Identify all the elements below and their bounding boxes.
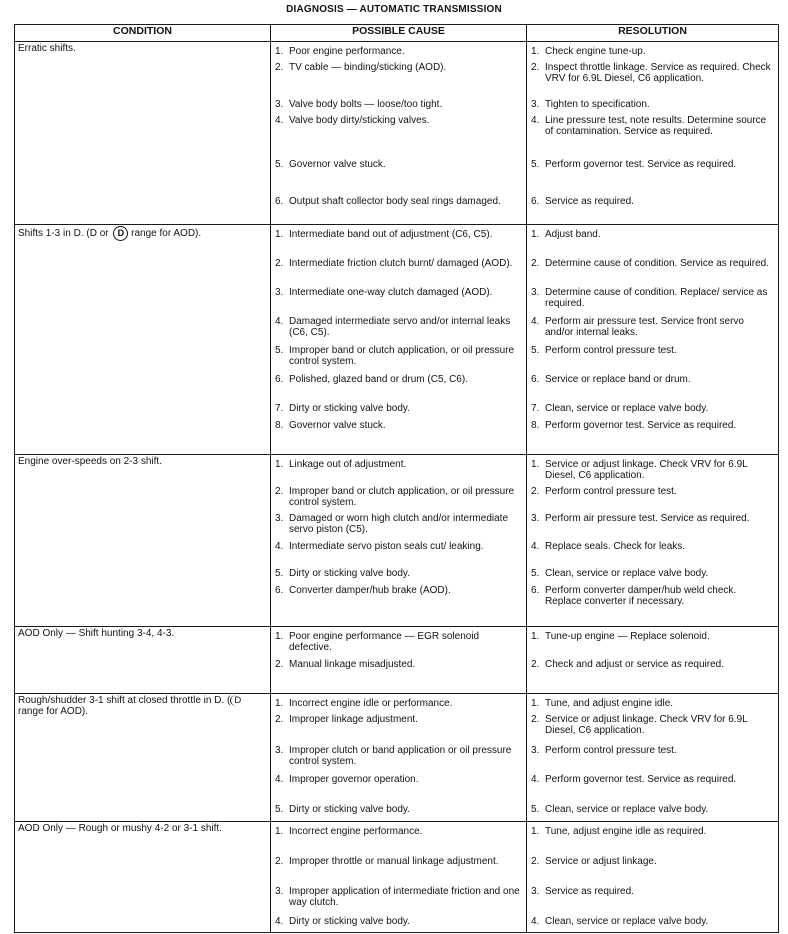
item-text: Check engine tune-up. bbox=[545, 46, 646, 57]
table-row bbox=[15, 694, 779, 822]
item-number: 6. bbox=[531, 374, 540, 385]
possible-cause-list bbox=[274, 43, 523, 222]
item-number: 2. bbox=[275, 714, 284, 725]
item-text: Damaged intermediate servo and/or internal leaks (C6, C5). bbox=[289, 316, 511, 338]
possible-cause-item bbox=[274, 459, 523, 486]
possible-cause-cell bbox=[271, 225, 527, 455]
item-number: 3. bbox=[531, 513, 540, 524]
item-number: 3. bbox=[531, 287, 540, 298]
header-condition: CONDITION bbox=[15, 25, 271, 42]
item-text: Perform control pressure test. bbox=[545, 345, 677, 356]
resolution-item bbox=[530, 196, 775, 222]
resolution-list bbox=[530, 823, 775, 930]
item-number: 1. bbox=[531, 459, 540, 470]
item-number: 6. bbox=[275, 585, 284, 596]
resolution-cell bbox=[527, 822, 779, 933]
table-body bbox=[15, 42, 779, 933]
item-number: 5. bbox=[275, 804, 284, 815]
resolution-item bbox=[530, 541, 775, 568]
item-number: 2. bbox=[275, 659, 284, 670]
item-text: Improper application of intermediate friction and one way clutch. bbox=[289, 886, 520, 908]
possible-cause-item bbox=[274, 585, 523, 624]
item-number: 2. bbox=[531, 714, 540, 725]
item-text: Perform converter damper/hub weld check. Replace converter if necessary. bbox=[545, 585, 737, 607]
resolution-item bbox=[530, 99, 775, 115]
resolution-cell bbox=[527, 627, 779, 694]
item-number: 3. bbox=[275, 745, 284, 756]
item-number: 7. bbox=[275, 403, 284, 414]
resolution-item bbox=[530, 659, 775, 691]
item-number: 3. bbox=[275, 287, 284, 298]
possible-cause-list bbox=[274, 226, 523, 452]
diagnosis-table bbox=[14, 24, 779, 933]
item-text: Service or adjust linkage. Check VRV for 6.9L Diesel, C6 application. bbox=[545, 714, 748, 736]
item-number: 1. bbox=[275, 698, 284, 709]
item-text: Poor engine performance — EGR solenoid defective. bbox=[289, 631, 480, 653]
item-number: 4. bbox=[531, 115, 540, 126]
table-row bbox=[15, 627, 779, 694]
item-number: 5. bbox=[531, 345, 540, 356]
resolution-list bbox=[530, 695, 775, 819]
resolution-list bbox=[530, 628, 775, 691]
condition-text: Rough/shudder 3-1 shift at closed throttle in D. ( bbox=[18, 695, 231, 706]
item-number: 4. bbox=[531, 541, 540, 552]
item-number: 1. bbox=[275, 229, 284, 240]
possible-cause-item bbox=[274, 403, 523, 420]
possible-cause-item bbox=[274, 774, 523, 804]
item-text: Determine cause of condition. Replace/ service as required. bbox=[545, 287, 768, 309]
item-text: Perform governor test. Service as required. bbox=[545, 420, 737, 431]
item-text: Improper band or clutch application, or oil pressure control system. bbox=[289, 486, 515, 508]
table-row bbox=[15, 455, 779, 627]
possible-cause-list bbox=[274, 823, 523, 930]
resolution-item bbox=[530, 459, 775, 486]
item-number: 1. bbox=[531, 46, 540, 57]
item-number: 6. bbox=[531, 585, 540, 596]
drive-range-symbol: D bbox=[230, 695, 244, 706]
header-possible-cause: POSSIBLE CAUSE bbox=[271, 25, 527, 42]
possible-cause-cell bbox=[271, 822, 527, 933]
resolution-cell bbox=[527, 694, 779, 822]
item-number: 1. bbox=[531, 826, 540, 837]
possible-cause-list bbox=[274, 695, 523, 819]
possible-cause-item bbox=[274, 513, 523, 541]
possible-cause-item bbox=[274, 196, 523, 222]
item-text: Incorrect engine idle or performance. bbox=[289, 698, 453, 709]
resolution-cell bbox=[527, 225, 779, 455]
item-text: Clean, service or replace valve body. bbox=[545, 403, 709, 414]
item-text: Check and adjust or service as required. bbox=[545, 659, 724, 670]
resolution-item bbox=[530, 714, 775, 745]
item-number: 1. bbox=[275, 631, 284, 642]
possible-cause-item bbox=[274, 856, 523, 886]
item-number: 6. bbox=[275, 374, 284, 385]
resolution-item bbox=[530, 631, 775, 659]
item-number: 3. bbox=[531, 99, 540, 110]
condition-text: Shifts 1-3 in D. (D or bbox=[18, 228, 112, 240]
resolution-item bbox=[530, 804, 775, 819]
possible-cause-item bbox=[274, 745, 523, 774]
item-text: Valve body bolts — loose/too tight. bbox=[289, 99, 443, 110]
resolution-item bbox=[530, 316, 775, 345]
possible-cause-list bbox=[274, 456, 523, 624]
item-text: Improper band or clutch application, or oil pressure control system. bbox=[289, 345, 515, 367]
possible-cause-item bbox=[274, 568, 523, 585]
item-number: 3. bbox=[275, 513, 284, 524]
resolution-item bbox=[530, 229, 775, 258]
item-number: 1. bbox=[275, 826, 284, 837]
item-text: Improper clutch or band application or oil pressure control system. bbox=[289, 745, 512, 767]
item-number: 3. bbox=[275, 99, 284, 110]
condition-text-continued: range for AOD). bbox=[18, 706, 89, 717]
item-text: Dirty or sticking valve body. bbox=[289, 804, 410, 815]
item-text: Tune-up engine — Replace solenoid. bbox=[545, 631, 710, 642]
item-text: Tune, and adjust engine idle. bbox=[545, 698, 674, 709]
item-number: 8. bbox=[531, 420, 540, 431]
item-number: 4. bbox=[275, 115, 284, 126]
possible-cause-cell bbox=[271, 42, 527, 225]
item-text: Clean, service or replace valve body. bbox=[545, 804, 709, 815]
item-text: Governor valve stuck. bbox=[289, 420, 386, 431]
condition-cell: Engine over-speeds on 2-3 shift. bbox=[15, 455, 271, 627]
item-number: 5. bbox=[531, 804, 540, 815]
item-number: 3. bbox=[275, 886, 284, 897]
resolution-item bbox=[530, 486, 775, 513]
item-number: 5. bbox=[275, 345, 284, 356]
item-text: Replace seals. Check for leaks. bbox=[545, 541, 686, 552]
item-number: 4. bbox=[531, 774, 540, 785]
resolution-item bbox=[530, 159, 775, 196]
item-text: Damaged or worn high clutch and/or intermediate servo piston (C5). bbox=[289, 513, 509, 535]
possible-cause-item bbox=[274, 420, 523, 452]
item-number: 5. bbox=[531, 568, 540, 579]
item-text: Clean, service or replace valve body. bbox=[545, 916, 709, 927]
item-text: Intermediate one-way clutch damaged (AOD). bbox=[289, 287, 493, 298]
item-number: 1. bbox=[531, 631, 540, 642]
resolution-item bbox=[530, 115, 775, 159]
item-number: 6. bbox=[275, 196, 284, 207]
possible-cause-item bbox=[274, 287, 523, 316]
item-number: 2. bbox=[531, 258, 540, 269]
possible-cause-item bbox=[274, 916, 523, 930]
resolution-item bbox=[530, 774, 775, 804]
resolution-list bbox=[530, 456, 775, 624]
item-text: Perform air pressure test. Service front servo and/or internal leaks. bbox=[545, 316, 744, 338]
item-number: 2. bbox=[531, 856, 540, 867]
possible-cause-item bbox=[274, 316, 523, 345]
item-text: Service or adjust linkage. bbox=[545, 856, 657, 867]
resolution-list bbox=[530, 226, 775, 452]
resolution-item bbox=[530, 698, 775, 714]
condition-cell: Erratic shifts. bbox=[15, 42, 271, 225]
possible-cause-item bbox=[274, 159, 523, 196]
resolution-item bbox=[530, 568, 775, 585]
resolution-item bbox=[530, 403, 775, 420]
item-text: Line pressure test, note results. Determine source of contamination. Service as required. bbox=[545, 115, 767, 137]
item-number: 3. bbox=[531, 886, 540, 897]
resolution-item bbox=[530, 856, 775, 886]
header-resolution: RESOLUTION bbox=[527, 25, 779, 42]
possible-cause-item bbox=[274, 804, 523, 819]
table-row bbox=[15, 225, 779, 455]
possible-cause-item bbox=[274, 115, 523, 159]
item-text: Incorrect engine performance. bbox=[289, 826, 423, 837]
resolution-list bbox=[530, 43, 775, 222]
item-text: Polished, glazed band or drum (C5, C6). bbox=[289, 374, 468, 385]
item-text: Perform control pressure test. bbox=[545, 745, 677, 756]
possible-cause-item bbox=[274, 886, 523, 916]
drive-range-symbol: D bbox=[113, 226, 128, 241]
possible-cause-item bbox=[274, 714, 523, 745]
possible-cause-item bbox=[274, 229, 523, 258]
item-number: 2. bbox=[275, 62, 284, 73]
item-number: 8. bbox=[275, 420, 284, 431]
resolution-item bbox=[530, 287, 775, 316]
item-number: 2. bbox=[531, 486, 540, 497]
condition-text-continued: range for AOD). bbox=[128, 228, 202, 240]
item-text: Tighten to specification. bbox=[545, 99, 650, 110]
resolution-item bbox=[530, 826, 775, 856]
item-text: Dirty or sticking valve body. bbox=[289, 916, 410, 927]
item-text: Converter damper/hub brake (AOD). bbox=[289, 585, 451, 596]
item-number: 1. bbox=[275, 459, 284, 470]
resolution-item bbox=[530, 46, 775, 62]
item-number: 2. bbox=[275, 856, 284, 867]
header-row bbox=[15, 25, 779, 42]
resolution-item bbox=[530, 374, 775, 403]
possible-cause-item bbox=[274, 698, 523, 714]
item-number: 4. bbox=[275, 774, 284, 785]
item-text: Dirty or sticking valve body. bbox=[289, 403, 410, 414]
possible-cause-cell bbox=[271, 694, 527, 822]
item-number: 4. bbox=[275, 916, 284, 927]
item-text: Perform governor test. Service as required. bbox=[545, 774, 737, 785]
possible-cause-item bbox=[274, 46, 523, 62]
item-number: 2. bbox=[531, 659, 540, 670]
possible-cause-cell bbox=[271, 455, 527, 627]
item-number: 5. bbox=[275, 159, 284, 170]
resolution-item bbox=[530, 345, 775, 374]
item-number: 5. bbox=[275, 568, 284, 579]
table-row bbox=[15, 42, 779, 225]
item-text: Governor valve stuck. bbox=[289, 159, 386, 170]
item-number: 5. bbox=[531, 159, 540, 170]
item-text: Perform air pressure test. Service as required. bbox=[545, 513, 750, 524]
item-text: TV cable — binding/sticking (AOD). bbox=[289, 62, 447, 73]
item-number: 1. bbox=[275, 46, 284, 57]
item-text: Valve body dirty/sticking valves. bbox=[289, 115, 430, 126]
item-number: 4. bbox=[531, 916, 540, 927]
item-text: Intermediate band out of adjustment (C6, C5). bbox=[289, 229, 493, 240]
item-text: Poor engine performance. bbox=[289, 46, 405, 57]
item-text: Dirty or sticking valve body. bbox=[289, 568, 410, 579]
item-number: 3. bbox=[531, 745, 540, 756]
resolution-item bbox=[530, 513, 775, 541]
item-text: Determine cause of condition. Service as required. bbox=[545, 258, 770, 269]
resolution-item bbox=[530, 745, 775, 774]
item-text: Improper linkage adjustment. bbox=[289, 714, 418, 725]
item-text: Service as required. bbox=[545, 196, 634, 207]
condition-cell bbox=[15, 225, 271, 455]
possible-cause-item bbox=[274, 659, 523, 691]
possible-cause-item bbox=[274, 62, 523, 99]
item-text: Tune, adjust engine idle as required. bbox=[545, 826, 707, 837]
possible-cause-list bbox=[274, 628, 523, 691]
resolution-item bbox=[530, 916, 775, 930]
item-text: Service or replace band or drum. bbox=[545, 374, 691, 385]
item-number: 1. bbox=[531, 229, 540, 240]
item-text: Inspect throttle linkage. Service as required. Check VRV for 6.9L Diesel, C6 application. bbox=[545, 62, 771, 84]
item-text: Adjust band. bbox=[545, 229, 601, 240]
item-text: Clean, service or replace valve body. bbox=[545, 568, 709, 579]
resolution-item bbox=[530, 886, 775, 916]
item-text: Improper throttle or manual linkage adjustment. bbox=[289, 856, 499, 867]
condition-cell: AOD Only — Shift hunting 3-4, 4-3. bbox=[15, 627, 271, 694]
resolution-item bbox=[530, 62, 775, 99]
possible-cause-item bbox=[274, 374, 523, 403]
possible-cause-item bbox=[274, 826, 523, 856]
item-number: 4. bbox=[275, 316, 284, 327]
possible-cause-item bbox=[274, 345, 523, 374]
item-text: Service or adjust linkage. Check VRV for 6.9L Diesel, C6 application. bbox=[545, 459, 748, 481]
resolution-item bbox=[530, 585, 775, 624]
item-number: 4. bbox=[275, 541, 284, 552]
item-number: 7. bbox=[531, 403, 540, 414]
page-title: DIAGNOSIS — AUTOMATIC TRANSMISSION bbox=[286, 3, 502, 15]
item-number: 4. bbox=[531, 316, 540, 327]
item-number: 2. bbox=[275, 486, 284, 497]
resolution-cell bbox=[527, 42, 779, 225]
possible-cause-item bbox=[274, 258, 523, 287]
item-number: 6. bbox=[531, 196, 540, 207]
possible-cause-item bbox=[274, 631, 523, 659]
condition-cell bbox=[15, 694, 271, 822]
item-text: Linkage out of adjustment. bbox=[289, 459, 407, 470]
item-number: 1. bbox=[531, 698, 540, 709]
possible-cause-cell bbox=[271, 627, 527, 694]
table-row bbox=[15, 822, 779, 933]
resolution-cell bbox=[527, 455, 779, 627]
item-text: Output shaft collector body seal rings damaged. bbox=[289, 196, 501, 207]
resolution-item bbox=[530, 258, 775, 287]
item-number: 2. bbox=[531, 62, 540, 73]
resolution-item bbox=[530, 420, 775, 452]
item-text: Manual linkage misadjusted. bbox=[289, 659, 416, 670]
item-text: Service as required. bbox=[545, 886, 634, 897]
item-text: Perform control pressure test. bbox=[545, 486, 677, 497]
item-number: 2. bbox=[275, 258, 284, 269]
item-text: Intermediate friction clutch burnt/ damaged (AOD). bbox=[289, 258, 513, 269]
item-text: Intermediate servo piston seals cut/ leaking. bbox=[289, 541, 484, 552]
possible-cause-item bbox=[274, 486, 523, 513]
possible-cause-item bbox=[274, 99, 523, 115]
item-text: Improper governor operation. bbox=[289, 774, 419, 785]
condition-cell: AOD Only — Rough or mushy 4-2 or 3-1 shift. bbox=[15, 822, 271, 933]
item-text: Perform governor test. Service as required. bbox=[545, 159, 737, 170]
possible-cause-item bbox=[274, 541, 523, 568]
